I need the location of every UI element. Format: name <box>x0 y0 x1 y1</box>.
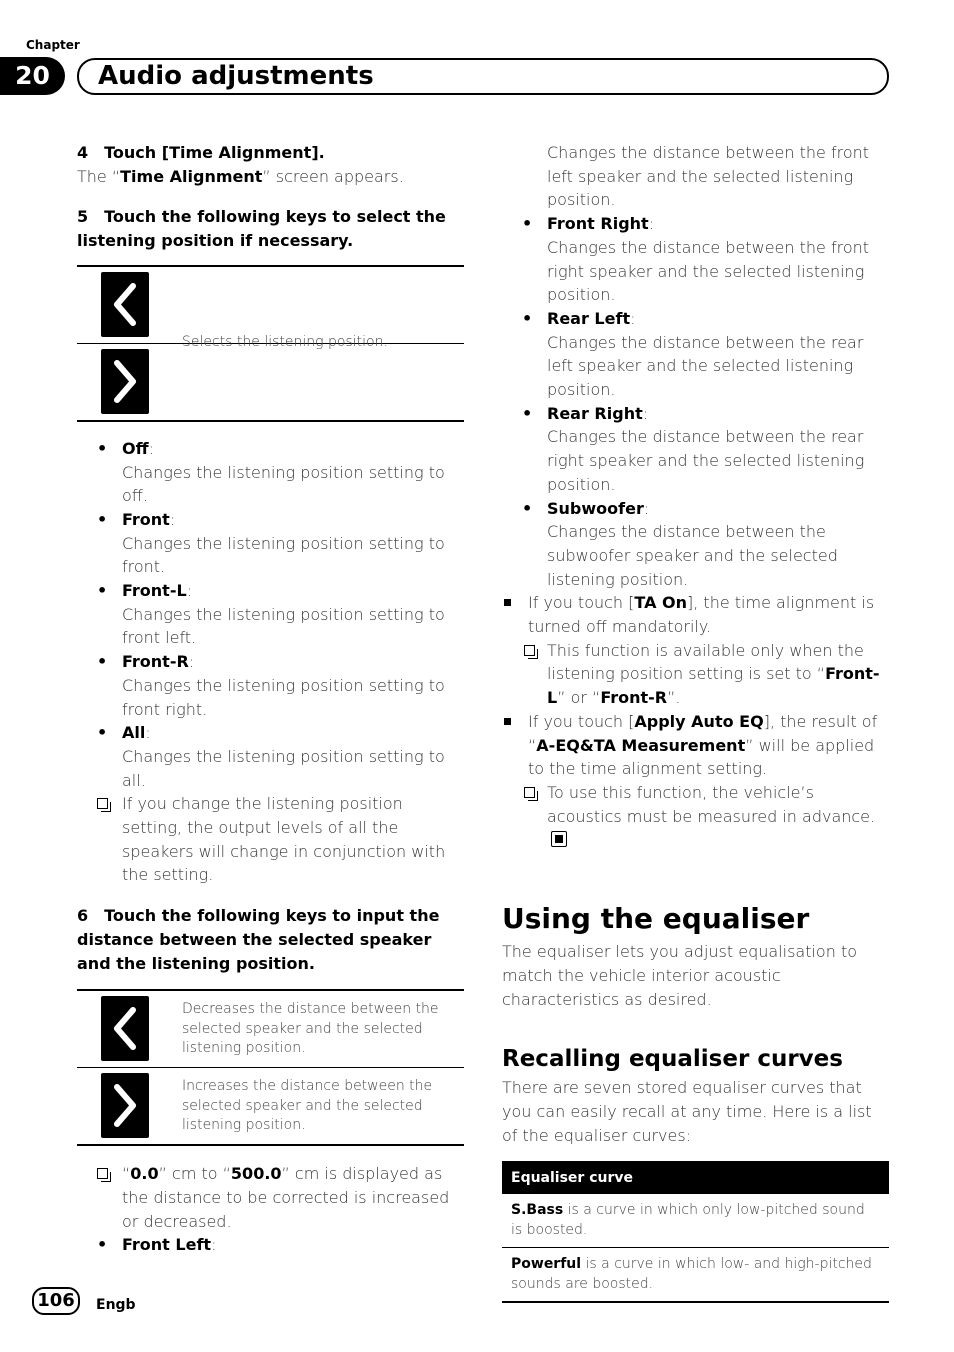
table-row: Powerful is a curve in which low- and high-pitched sounds are boosted. <box>502 1247 889 1301</box>
key-row-left <box>77 267 464 343</box>
equaliser-curve-table <box>502 1161 889 1302</box>
end-mark-icon <box>551 831 567 847</box>
chapter-label: Chapter <box>26 38 80 52</box>
page-number: 106 <box>32 1287 80 1315</box>
subsection-intro: There are seven stored equaliser curves that you can easily recall at any time. Here is a list of the equaliser curves: <box>502 1078 872 1145</box>
note-icon <box>97 798 108 809</box>
step-4-body: The “Time Alignment” screen appears. <box>77 166 404 186</box>
section-intro: The equaliser lets you adjust equalisation to match the vehicle interior acoustic characteristics as desired. <box>502 942 858 1009</box>
speaker-item-front-left: • Front Left: <box>77 1233 464 1257</box>
note-icon <box>97 1168 108 1179</box>
speaker-item-rear-left: • Rear Left: Changes the distance between the rear left speaker and the selected listening position. <box>502 307 889 402</box>
speaker-item-rear-right: • Rear Right: Changes the distance between the rear right speaker and the selected listening position. <box>502 402 889 497</box>
chapter-number: 20 <box>0 57 65 95</box>
key-row-right <box>77 343 464 420</box>
distance-key-table <box>77 989 464 1146</box>
square-bullet-icon <box>504 718 511 725</box>
section-title: Using the equaliser <box>502 902 810 936</box>
decrease-key-description: Decreases the distance between the selected speaker and the selected listening position. <box>182 1001 439 1057</box>
note-distance-range: “0.0” cm to “500.0” cm is displayed as the distance to be corrected is increased or decreased. <box>77 1162 464 1233</box>
left-column <box>77 141 464 1257</box>
step-4-title: 4 Touch [Time Alignment]. <box>77 143 325 162</box>
front-left-description: Changes the distance between the front left speaker and the selected listening position. <box>547 143 870 210</box>
increase-key-description: Increases the distance between the selected speaker and the selected listening position. <box>182 1078 433 1134</box>
note-icon <box>524 645 535 656</box>
key-row-decrease <box>77 991 464 1067</box>
position-item-front-l: • Front-L: Changes the listening position setting to front left. <box>77 579 464 650</box>
increase-key-button[interactable] <box>101 1073 149 1138</box>
note-listening-change: If you change the listening position setting, the output levels of all the speakers will change in conjunction with the setting. <box>77 792 464 887</box>
note-icon <box>524 787 535 798</box>
footer-language: Engb <box>96 1297 136 1313</box>
key-description: Selects the listening position. <box>182 333 388 350</box>
speaker-item-subwoofer: • Subwoofer: Changes the distance between the subwoofer speaker and the selected listening position. <box>502 497 889 592</box>
decrease-key-button[interactable] <box>101 996 149 1061</box>
right-column <box>502 141 889 1303</box>
step-5-title: 5 Touch the following keys to select the listening position if necessary. <box>77 207 446 251</box>
subsection-title: Recalling equaliser curves <box>502 1046 843 1073</box>
listening-position-key-table <box>77 265 464 422</box>
step-6-title: 6 Touch the following keys to input the distance between the selected speaker and the listening position. <box>77 906 440 973</box>
equaliser-table-header: Equaliser curve <box>502 1161 889 1194</box>
position-item-front: • Front: Changes the listening position setting to front. <box>77 508 464 579</box>
note-apply-auto-eq: If you touch [Apply Auto EQ], the result of “A-EQ&TA Measurement” will be applied to the time alignment setting. <box>502 710 889 781</box>
key-row-increase <box>77 1067 464 1144</box>
chevron-left-icon <box>101 996 149 1061</box>
note-ta-availability: This function is available only when the listening position setting is set to “Front-L” or “Front-R”. <box>502 639 889 710</box>
table-row: S.Bass is a curve in which only low-pitched sound is boosted. <box>511 1202 865 1239</box>
position-item-all: • All: Changes the listening position setting to all. <box>77 721 464 792</box>
chapter-title: Audio adjustments <box>98 61 374 91</box>
left-key-button[interactable] <box>101 272 149 337</box>
chevron-left-icon <box>101 272 149 337</box>
chevron-right-icon <box>101 349 149 414</box>
right-key-button[interactable] <box>101 349 149 414</box>
note-acoustics-measured: To use this function, the vehicle’s acoustics must be measured in advance. <box>502 781 889 852</box>
position-item-front-r: • Front-R: Changes the listening position setting to front right. <box>77 650 464 721</box>
position-item-off: • Off: Changes the listening position setting to off. <box>77 437 464 508</box>
speaker-item-front-right: • Front Right: Changes the distance between the front right speaker and the selected listening position. <box>502 212 889 307</box>
note-ta-on: If you touch [TA On], the time alignment is turned off mandatorily. <box>502 591 889 638</box>
square-bullet-icon <box>504 599 511 606</box>
chevron-right-icon <box>101 1073 149 1138</box>
